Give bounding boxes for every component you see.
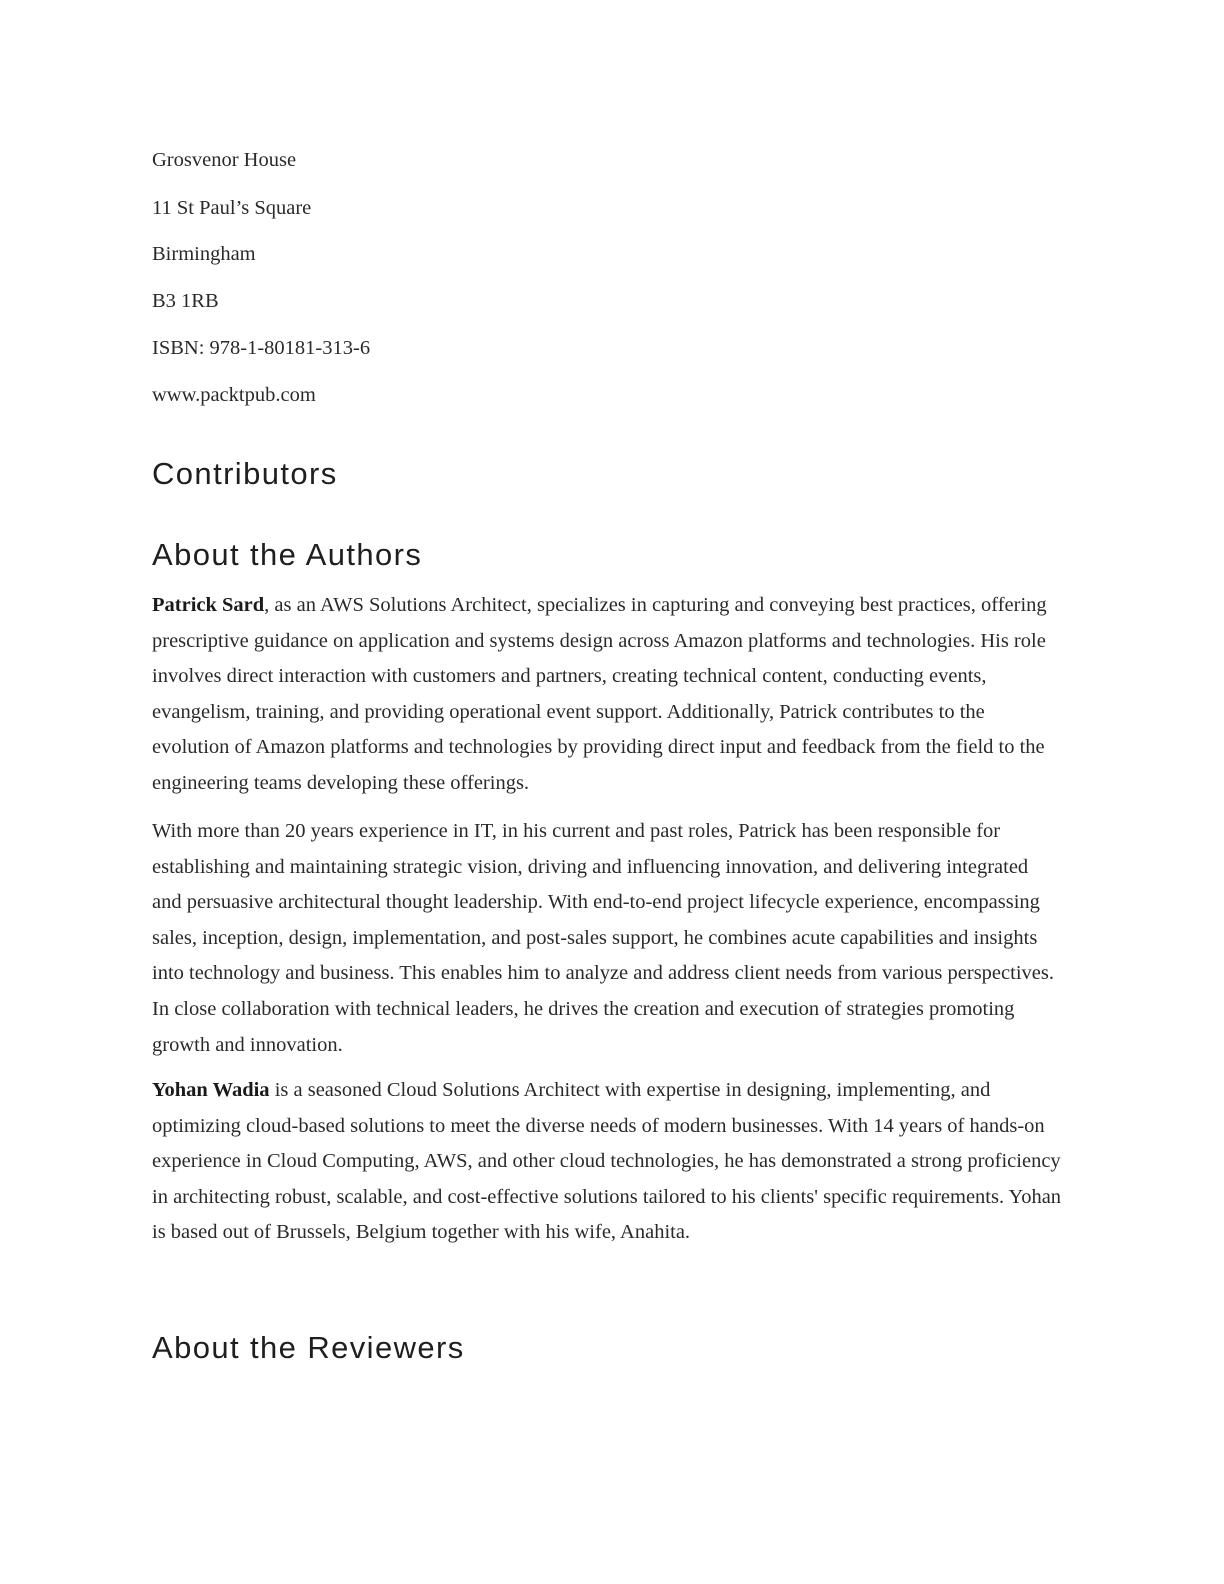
address-line-1: Grosvenor House bbox=[152, 149, 297, 171]
author-bio-patrick-sard bbox=[152, 588, 1062, 802]
address-line-3: Birmingham bbox=[152, 243, 256, 265]
author-bio-text: is a seasoned Cloud Solutions Architect with expertise in designing, implementing, and optimizing cloud-based solutions to meet the diverse needs of modern businesses. With 14 years of hands-on experience in Cloud Computing, AWS, and other cloud technologies, he has demonstrated a strong proficiency in architecting robust, scalable, and cost-effective solutions tailored to his clients' specific requirements. Yohan is based out of Brussels, Belgium together with his wife, Anahita. bbox=[152, 1079, 1062, 1244]
contributors-heading: Contributors bbox=[152, 456, 338, 491]
about-reviewers-heading: About the Reviewers bbox=[152, 1330, 465, 1365]
website-text: www.packtpub.com bbox=[152, 384, 316, 406]
about-authors-heading: About the Authors bbox=[152, 537, 423, 572]
isbn-text: ISBN: 978-1-80181-313-6 bbox=[152, 337, 371, 359]
address-line-2: 11 St Paul’s Square bbox=[152, 197, 312, 219]
author-name: Patrick Sard bbox=[152, 594, 265, 616]
address-postcode: B3 1RB bbox=[152, 290, 219, 312]
author-bio-patrick-sard-continued: With more than 20 years experience in IT, in his current and past roles, Patrick has been responsible for establishing and maintaining strategic vision, driving and influencing innovation, and delivering integrated and persuasive architectural thought leadership. With end-to-end project lifecycle experience, encompassing sales, inception, design, implementation, and post-sales support, he combines acute capabilities and insights into technology and business. This enables him to analyze and address client needs from various perspectives. In close collaboration with technical leaders, he drives the creation and execution of strategies promoting growth and innovation. bbox=[152, 820, 1054, 1056]
author-bio-yohan-wadia bbox=[152, 1073, 1062, 1251]
author-name: Yohan Wadia bbox=[152, 1079, 270, 1101]
author-bio-text: , as an AWS Solutions Architect, specializes in capturing and conveying best practices, offering prescriptive guidance on application and systems design across Amazon platforms and technologies. His role involves direct interaction with customers and partners, creating technical content, conducting events, evangelism, training, and providing operational event support. Additionally, Patrick contributes to the evolution of Amazon platforms and technologies by providing direct input and feedback from the field to the engineering teams developing these offerings. bbox=[152, 594, 1047, 794]
